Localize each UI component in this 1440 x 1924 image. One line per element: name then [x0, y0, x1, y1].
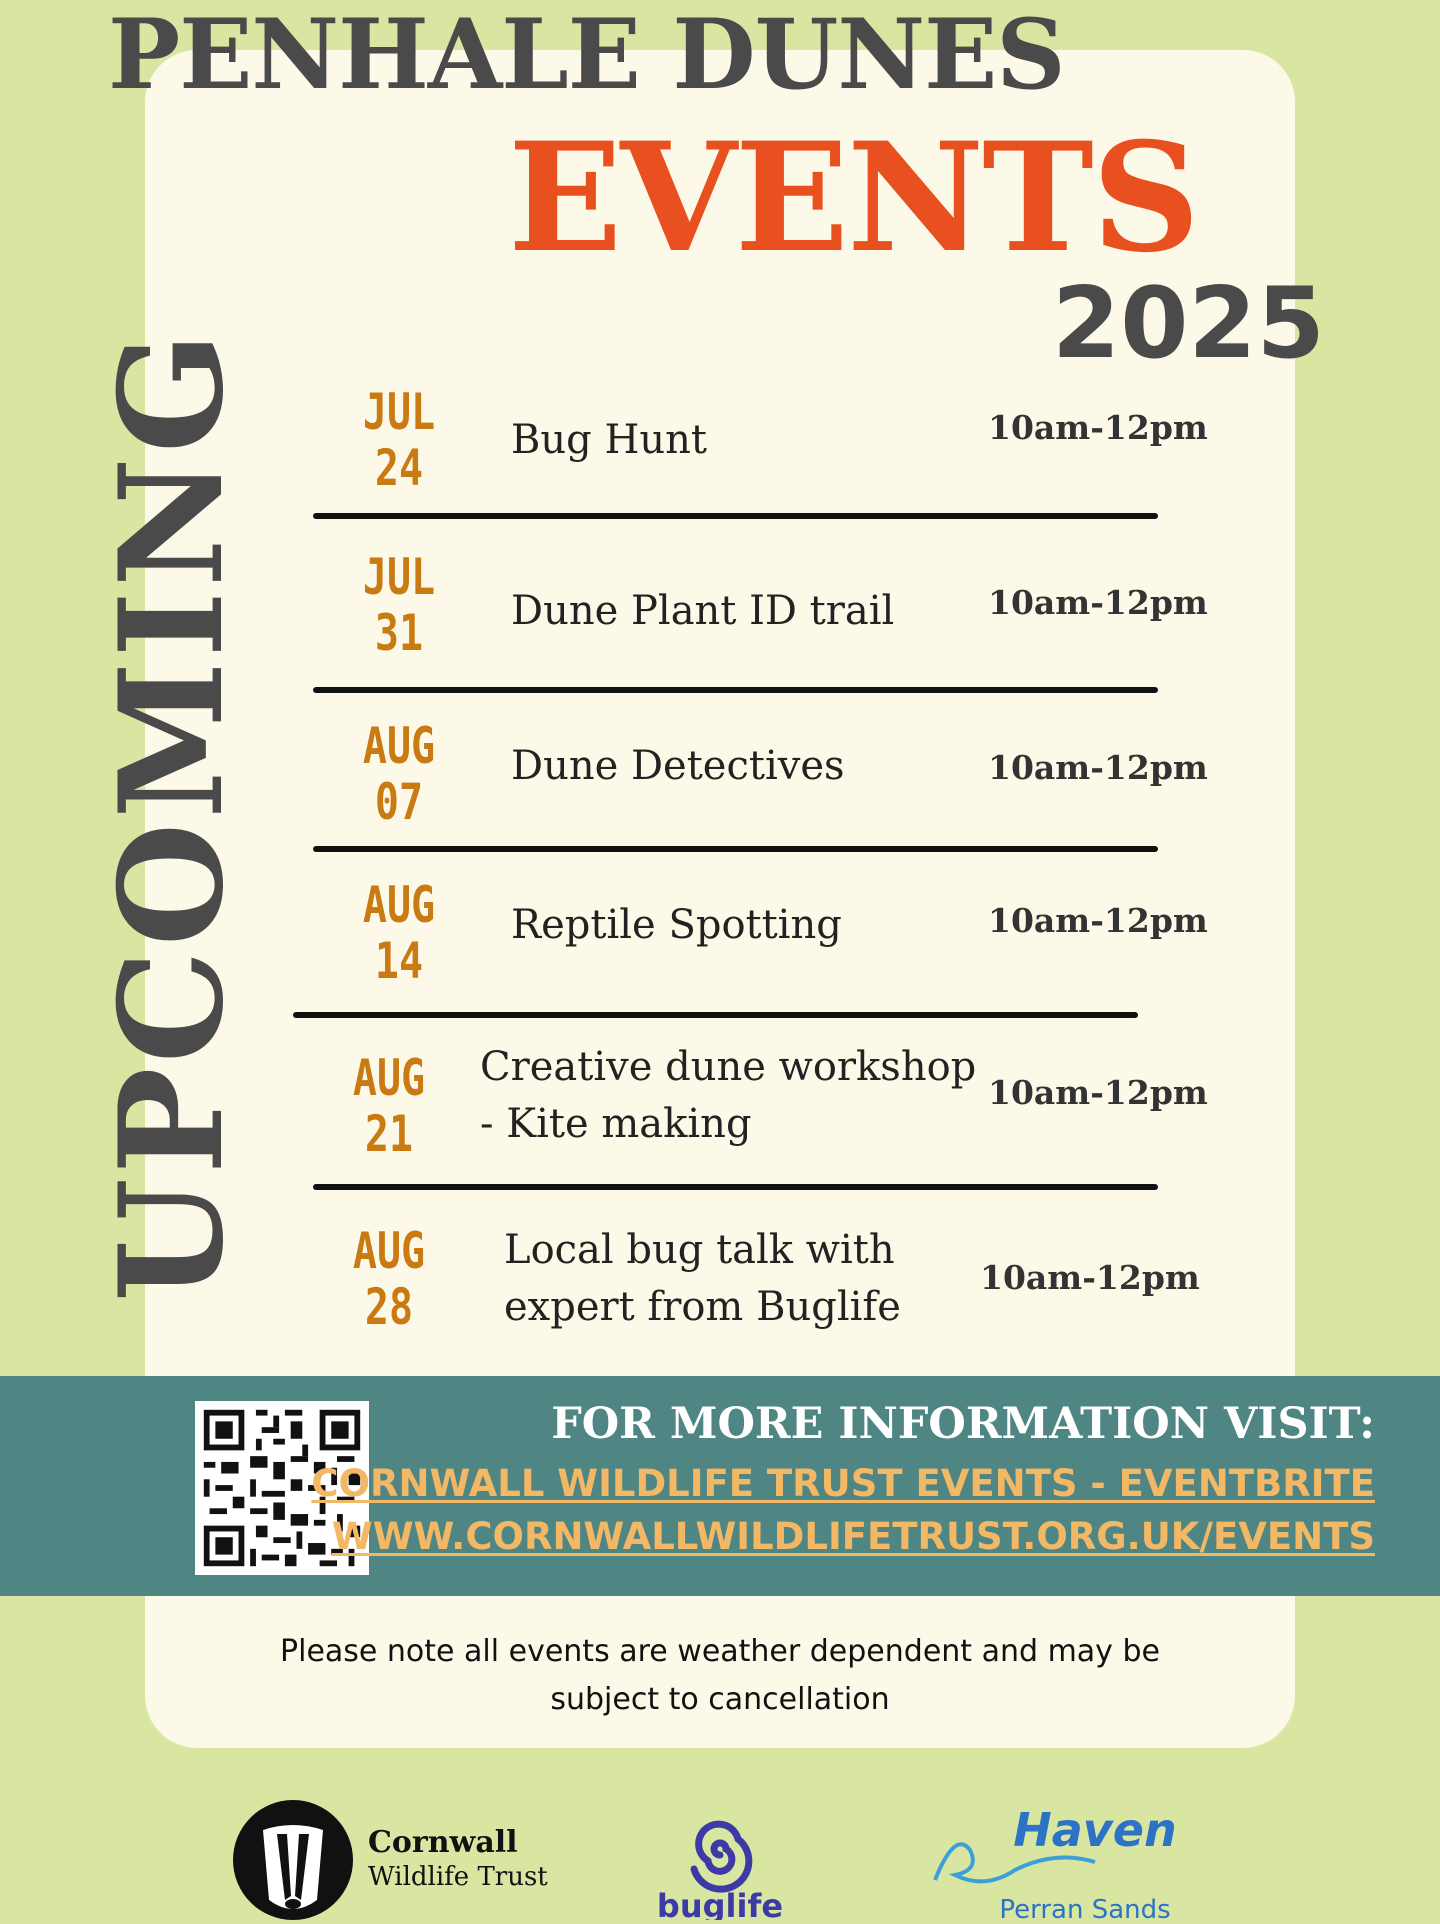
event-title: Dune Detectives — [511, 743, 845, 789]
haven-subtitle: Perran Sands — [999, 1895, 1171, 1920]
event-date — [337, 1050, 441, 1162]
title-events: EVENTS — [508, 110, 1199, 286]
buglife-logo — [655, 1795, 785, 1920]
event-month: AUG — [362, 876, 436, 934]
website-link[interactable]: WWW.CORNWALLWILDLIFETRUST.ORG.UK/EVENTS — [331, 1515, 1375, 1558]
info-heading: FOR MORE INFORMATION VISIT: — [551, 1399, 1375, 1449]
divider — [293, 1012, 1138, 1018]
event-month: JUL — [362, 548, 436, 606]
event-title — [480, 1039, 976, 1153]
event-title-line: expert from Buglife — [504, 1284, 901, 1330]
event-date — [347, 877, 451, 989]
event-date — [347, 549, 451, 661]
event-day: 31 — [374, 604, 424, 662]
event-month: JUL — [362, 383, 436, 441]
event-time: 10am-12pm — [988, 748, 1208, 787]
event-month: AUG — [362, 717, 436, 775]
cwt-logo-line: Cornwall — [368, 1825, 518, 1860]
cwt-logo-line: Wildlife Trust — [368, 1862, 548, 1892]
event-title-line: Local bug talk with — [504, 1227, 895, 1273]
event-title: Dune Plant ID trail — [511, 588, 895, 634]
divider — [313, 1184, 1158, 1190]
event-time: 10am-12pm — [980, 1258, 1200, 1297]
title-location: PENHALE DUNES — [108, 0, 1065, 111]
event-title: Reptile Spotting — [511, 902, 842, 948]
event-time: 10am-12pm — [988, 408, 1208, 447]
badger-icon — [233, 1800, 353, 1920]
event-title-line: - Kite making — [480, 1101, 752, 1147]
weather-note — [145, 1628, 1295, 1724]
event-time: 10am-12pm — [988, 901, 1208, 940]
event-month: AUG — [352, 1222, 426, 1280]
event-date — [347, 718, 451, 830]
divider — [313, 846, 1158, 852]
haven-wordmark: Haven — [1013, 1803, 1175, 1857]
event-title — [504, 1222, 901, 1336]
eventbrite-link[interactable]: CORNWALL WILDLIFE TRUST EVENTS - EVENTBRITE — [311, 1462, 1375, 1505]
event-day: 24 — [374, 439, 424, 497]
event-day: 21 — [364, 1105, 414, 1163]
haven-logo — [925, 1800, 1175, 1920]
event-time: 10am-12pm — [988, 583, 1208, 622]
spiral-icon — [655, 1795, 785, 1920]
event-date — [347, 384, 451, 496]
event-time: 10am-12pm — [988, 1073, 1208, 1112]
upcoming-label: UPCOMING — [89, 328, 255, 1302]
divider — [313, 513, 1158, 519]
event-day: 14 — [374, 932, 424, 990]
cwt-logo-text — [368, 1826, 548, 1894]
event-date — [337, 1223, 441, 1335]
buglife-wordmark: buglife — [656, 1887, 784, 1920]
weather-note-line: subject to cancellation — [550, 1682, 890, 1717]
event-title-line: Creative dune workshop — [480, 1044, 977, 1090]
weather-note-line: Please note all events are weather dependent and may be — [280, 1634, 1160, 1669]
event-day: 07 — [374, 773, 424, 831]
event-day: 28 — [364, 1278, 414, 1336]
event-month: AUG — [352, 1049, 426, 1107]
event-title: Bug Hunt — [511, 417, 707, 463]
title-year: 2025 — [1052, 267, 1325, 381]
divider — [313, 687, 1158, 693]
